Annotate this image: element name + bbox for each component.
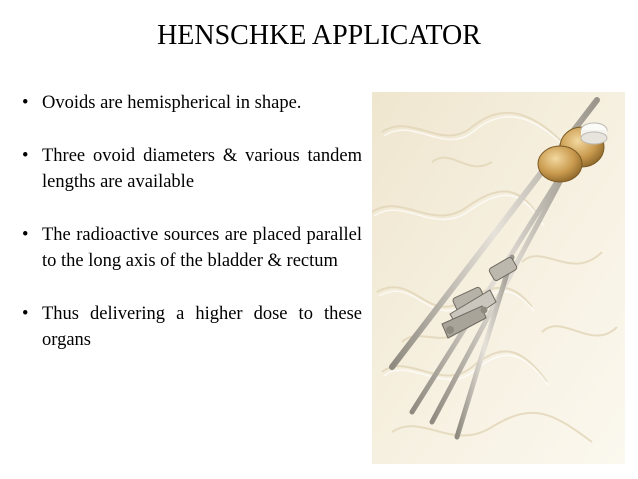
bullet-text: The radioactive sources are placed parallel to the long axis of the bladder & rectum [42,225,362,271]
bullet-dot-icon: • [22,304,29,324]
bullet-item [22,143,362,195]
bullet-dot-icon: • [22,225,29,245]
bullet-list [22,90,362,380]
bullet-item [22,301,362,353]
bullet-item [22,90,362,116]
applicator-photo [372,92,625,464]
bullet-text: Three ovoid diameters & various tandem lengths are available [42,146,362,192]
henschke-applicator-illustration [372,92,625,464]
bullet-text: Ovoids are hemispherical in shape. [42,93,302,113]
bullet-text: Thus delivering a higher dose to these organs [42,304,362,350]
bullet-dot-icon: • [22,93,29,113]
page-title: HENSCHKE APPLICATOR [157,20,481,51]
bullet-dot-icon: • [22,146,29,166]
bullet-item [22,222,362,274]
